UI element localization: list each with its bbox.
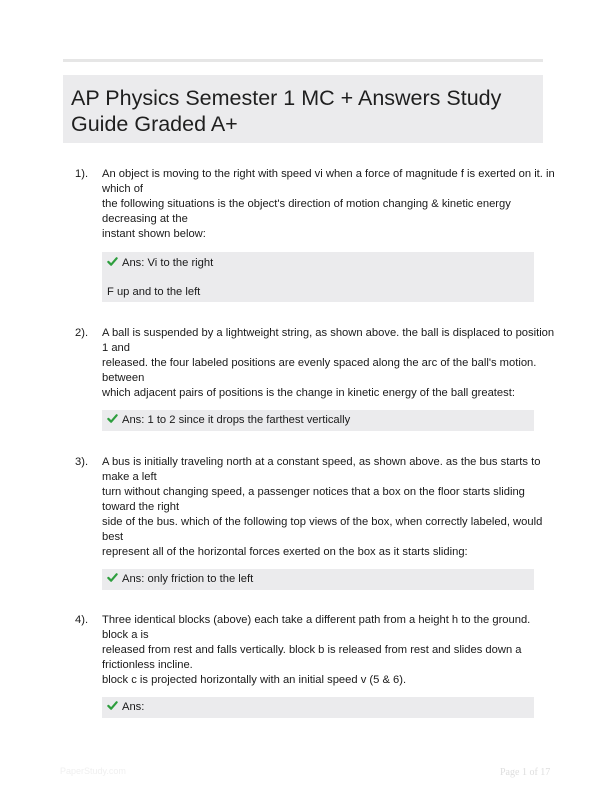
question-line: turn without changing speed, a passenger notices that a box on the floor starts sliding (102, 486, 525, 498)
question-line: An object is moving to the right with speed vi when a force of magnitude f is exerted on it. in (102, 168, 555, 180)
document-title: AP Physics Semester 1 MC + Answers Study Guide Graded A+ (71, 86, 502, 136)
question-text (102, 613, 542, 688)
answer-text: Ans: Vi to the right (122, 257, 214, 269)
answer-box (102, 569, 534, 590)
question-line: A ball is suspended by a lightweight string, as shown above. the ball is displaced to position (102, 327, 555, 339)
question-line: toward the right (102, 501, 180, 513)
question-line: released from rest and falls vertically. block b is released from rest and slides down a (102, 644, 522, 656)
page-number: Page 1 of 17 (500, 767, 551, 778)
answer-text: Ans: only friction to the left (122, 573, 254, 585)
answer-text: Ans: (122, 701, 145, 713)
question-number: 3). (75, 456, 89, 468)
answer-line (107, 256, 213, 271)
question-line: A bus is initially traveling north at a constant speed, as shown above. as the bus starts to (102, 456, 541, 468)
question-number: 2). (75, 327, 89, 339)
question-line: between (102, 372, 145, 384)
answer-box (102, 410, 534, 431)
question-line: which adjacent pairs of positions is the change in kinetic energy of the ball greatest: (102, 387, 515, 399)
answer-box (102, 252, 534, 302)
question-line: released. the four labeled positions are evenly spaced along the arc of the ball's motion. (102, 357, 537, 369)
question-number: 1). (75, 168, 89, 180)
question-line: best (102, 531, 124, 543)
answer-line (107, 413, 350, 428)
top-divider (63, 59, 543, 62)
answer-line (107, 572, 253, 587)
title-banner (63, 75, 543, 143)
answer-box (102, 697, 534, 718)
check-icon (107, 256, 118, 267)
answer-text: Ans: 1 to 2 since it drops the farthest vertically (122, 414, 351, 426)
answer-extra-line: F up and to the left (107, 286, 201, 298)
question-line: frictionless incline. (102, 659, 193, 671)
question-line: Three identical blocks (above) each take a different path from a height h to the ground. (102, 614, 531, 626)
question-text (102, 167, 555, 242)
check-icon (107, 700, 118, 711)
question-number: 4). (75, 614, 89, 626)
question-line: side of the bus. which of the following top views of the box, when correctly labeled, would (102, 516, 543, 528)
check-icon (107, 413, 118, 424)
question-text (102, 326, 555, 401)
question-line: instant shown below: (102, 228, 206, 240)
question-line: make a left (102, 471, 157, 483)
question-line: represent all of the horizontal forces exerted on the box as it starts sliding: (102, 546, 468, 558)
question-line: block a is (102, 629, 149, 641)
question-line: decreasing at the (102, 213, 188, 225)
question-line: the following situations is the object's direction of motion changing & kinetic energy (102, 198, 511, 210)
answer-line (107, 700, 144, 715)
question-text (102, 455, 542, 560)
question-line: which of (102, 183, 144, 195)
question-line: 1 and (102, 342, 130, 354)
footer-watermark: PaperStudy.com (60, 766, 126, 776)
question-line: block c is projected horizontally with an initial speed v (5 & 6). (102, 674, 407, 686)
check-icon (107, 572, 118, 583)
